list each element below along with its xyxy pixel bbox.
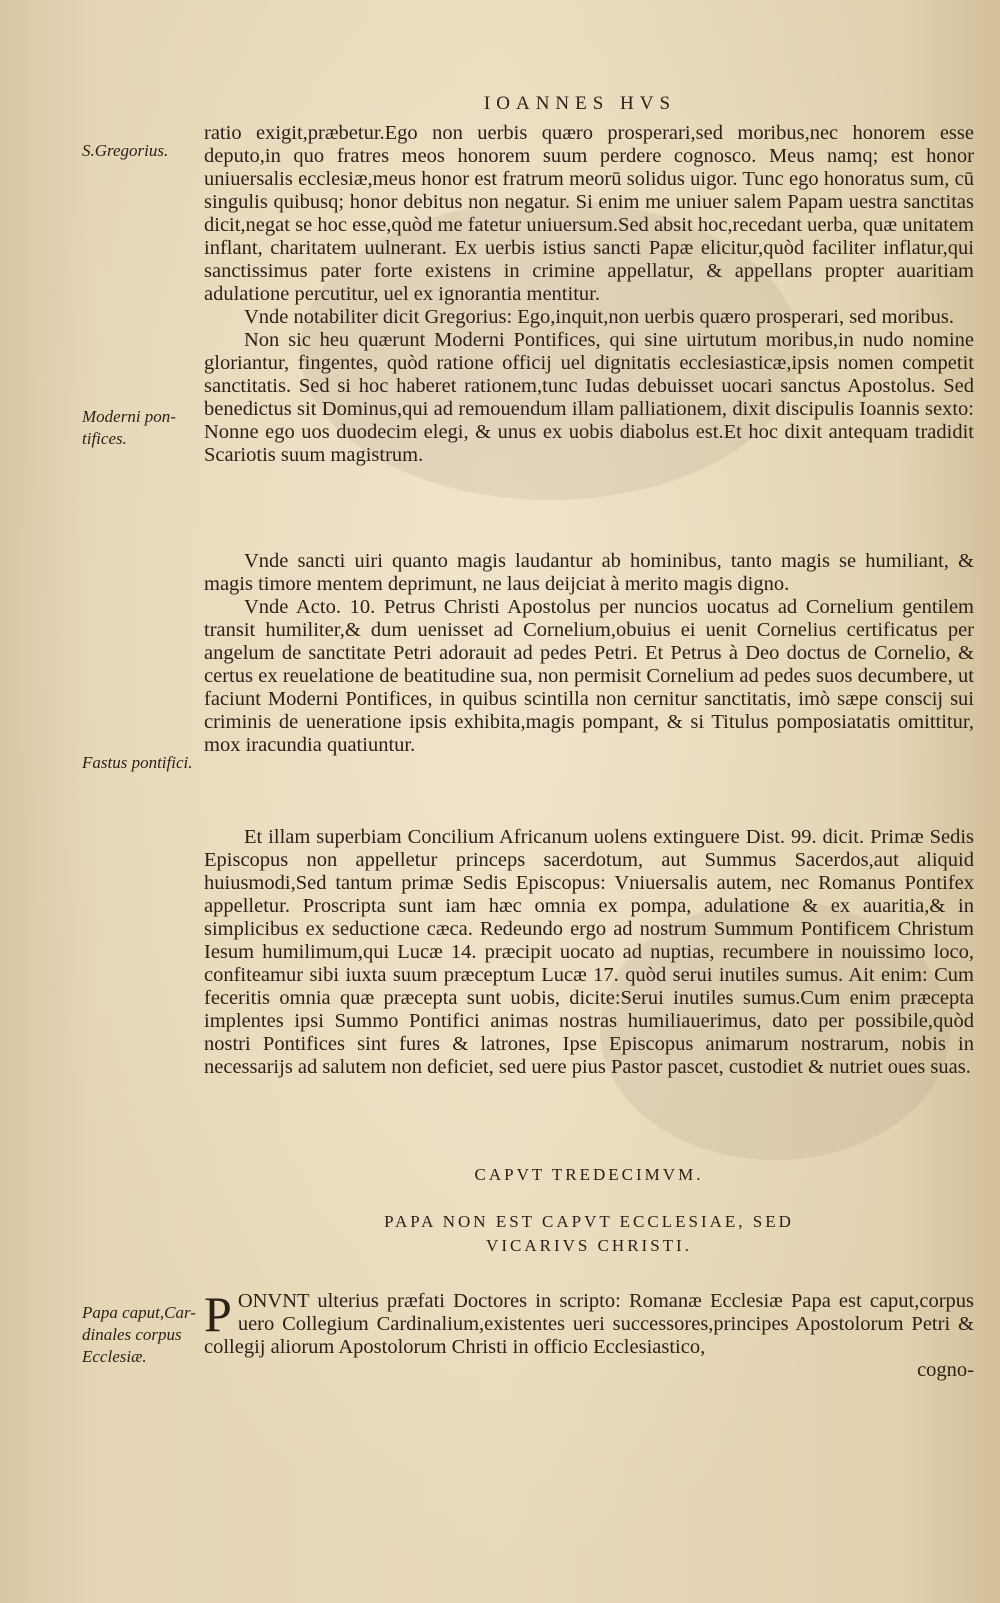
text-block-final [204, 1286, 974, 1382]
margin-note-fastus: Fastus pontifici. [82, 753, 193, 772]
margin-note-line: Ecclesiæ. [82, 1347, 147, 1366]
section-title-line: VICARIVS CHRISTI. [486, 1236, 692, 1255]
text-block-middle [204, 550, 974, 757]
margin-note-line: tifices. [82, 429, 127, 448]
running-head: IOANNES HVS [483, 93, 677, 114]
margin-note-gregorius: S.Gregorius. [82, 141, 169, 160]
drop-cap: P [204, 1286, 232, 1342]
paragraph-text: ulterius præfati Doctores in scripto: Romanæ Ecclesiæ Papa est caput,corpus uero Collegium Cardinalium,existentes ueri successores,principes Apostolorum Petri & collegij aliorum Apostolorum Christi in officio Ecclesiastico, [204, 1290, 974, 1358]
margin-note-line: dinales corpus [82, 1325, 182, 1344]
margin-note-moderni [82, 406, 202, 450]
paragraph: Et illam superbiam Concilium Africanum uolens extinguere Dist. 99. dicit. Primæ Sedis Episcopus non appelletur princeps sacerdotum, aut Summus Sacerdos,aut aliquid huiusmodi,Sed tantum primæ Sedis Episcopus: Vniuersalis autem, nec Romanus Pontifex appelletur. Proscripta sunt iam hæc omnia ex pompa, adulatione & ex auaritia,& in simplicibus ex seductione cæca. Redeundo ergo ad nostrum Summum Pontificem Christum Iesum humilimum,qui Lucæ 14. præcipit uocato ad nuptias, recumbere in nouissimo loco, confiteamur sibi iuxta suum præceptum Lucæ 17. quòd serui inutiles sumus. Ait enim: Cum feceritis omnia quæ præcepta sunt uobis, dicite:Serui inutiles sumus.Cum enim præcepta implentes ipsi Summo Pontifici animas nostras humiliauerimus, dato per possibile,quòd nostri Pontifices sint fures & latrones, Ipse Episcopus animarum nostrarum, nobis in necessarijs ad salutem non deficiet, sed uere pius Pastor pascet, custodiet & nutriet oues suas. [204, 826, 974, 1078]
paragraph: Vnde sancti uiri quanto magis laudantur ab hominibus, tanto magis se humiliant, & magis timore mentem deprimunt, ne laus deijciat à merito magis digno. [204, 550, 974, 595]
paragraph: Vnde Acto. 10. Petrus Christi Apostolus per nuncios uocatus ad Cornelium gentilem transit humiliter,& dum uenisset ad Cornelium,obuius ei uenit Cornelius certificatus per angelum de sanctitate Petri adorauit ad pedes Petri. Et Petrus à Deo doctus de Cornelio, & certus ex reuelatione de beatitudine sua, non permisit Cornelium ad pedes suos decumbere, ut faciunt Moderni Pontifices, in quibus scintilla non cernitur sanctitatis, imò sæpe conscij sui criminis de ueneratione ipsis exhibita,magis pompant, & si Titulus pomposiatatis omittitur, mox iracundia quatiuntur. [204, 596, 974, 756]
catchword: cogno- [917, 1359, 974, 1381]
text-block-lower [204, 826, 974, 1079]
margin-note-line: Moderni pon- [82, 407, 176, 426]
paragraph: ratio exigit,præbetur.Ego non uerbis quæro prosperari,sed moribus,nec honorem esse deputo,in quo fratres meos honorem suum perdere cognosco. Meus namq; est honor uniuersalis ecclesiæ,meus honor est fratrum meorū solidus uigor. Tunc ego honoratus sum, cū singulis quibusq; honor debitus non negatur. Si enim me uniuer salem Papam uestra sanctitas dicit,negat se hoc esse,quòd me fatetur uniuersum.Sed absit hoc,recedant uerba, quæ unitatem inflant, charitatem uulnerant. Ex uerbis istius sancti Papæ elicitur,quòd faciliter inflatur,qui sanctissimus pater forte existens in crimine appellatur, & appellans propter auaritiam adulatione percutitur, uel ex ignorantia mentitur. [204, 122, 974, 305]
paragraph: Vnde notabiliter dicit Gregorius: Ego,inquit,non uerbis quæro prosperari, sed moribus. [244, 306, 954, 328]
margin-note-papa-caput [82, 1302, 202, 1368]
margin-note-line: Papa caput,Car- [82, 1303, 196, 1322]
paragraph [204, 1286, 974, 1359]
chapter-heading: CAPVT TREDECIMVM. [474, 1165, 704, 1184]
section-title [204, 1212, 974, 1256]
text-block-upper [204, 122, 974, 467]
paragraph: Non sic heu quærunt Moderni Pontifices, qui sine uirtutum moribus,in nudo nomine gloriantur, fingentes, quòd ratione officij uel dignitatis ecclesiasticæ,ipsis nomen competit sanctitatis. Sed si hoc haberet rationem,tunc Iudas debuisset uocari sanctus Apostolus. Sed benedictus sit Dominus,qui ad remouendum illam palliationem, dixit discipulis Ioannis sexto: Nonne ego uos duodecim elegi, & unus ex uobis diabolus est.Et hoc dixit antequam tradidit Scariotis suum magistrum. [204, 329, 974, 466]
lead-word: ONVNT [237, 1290, 310, 1312]
section-title-line: PAPA NON EST CAPVT ECCLESIAE, SED [384, 1212, 794, 1231]
